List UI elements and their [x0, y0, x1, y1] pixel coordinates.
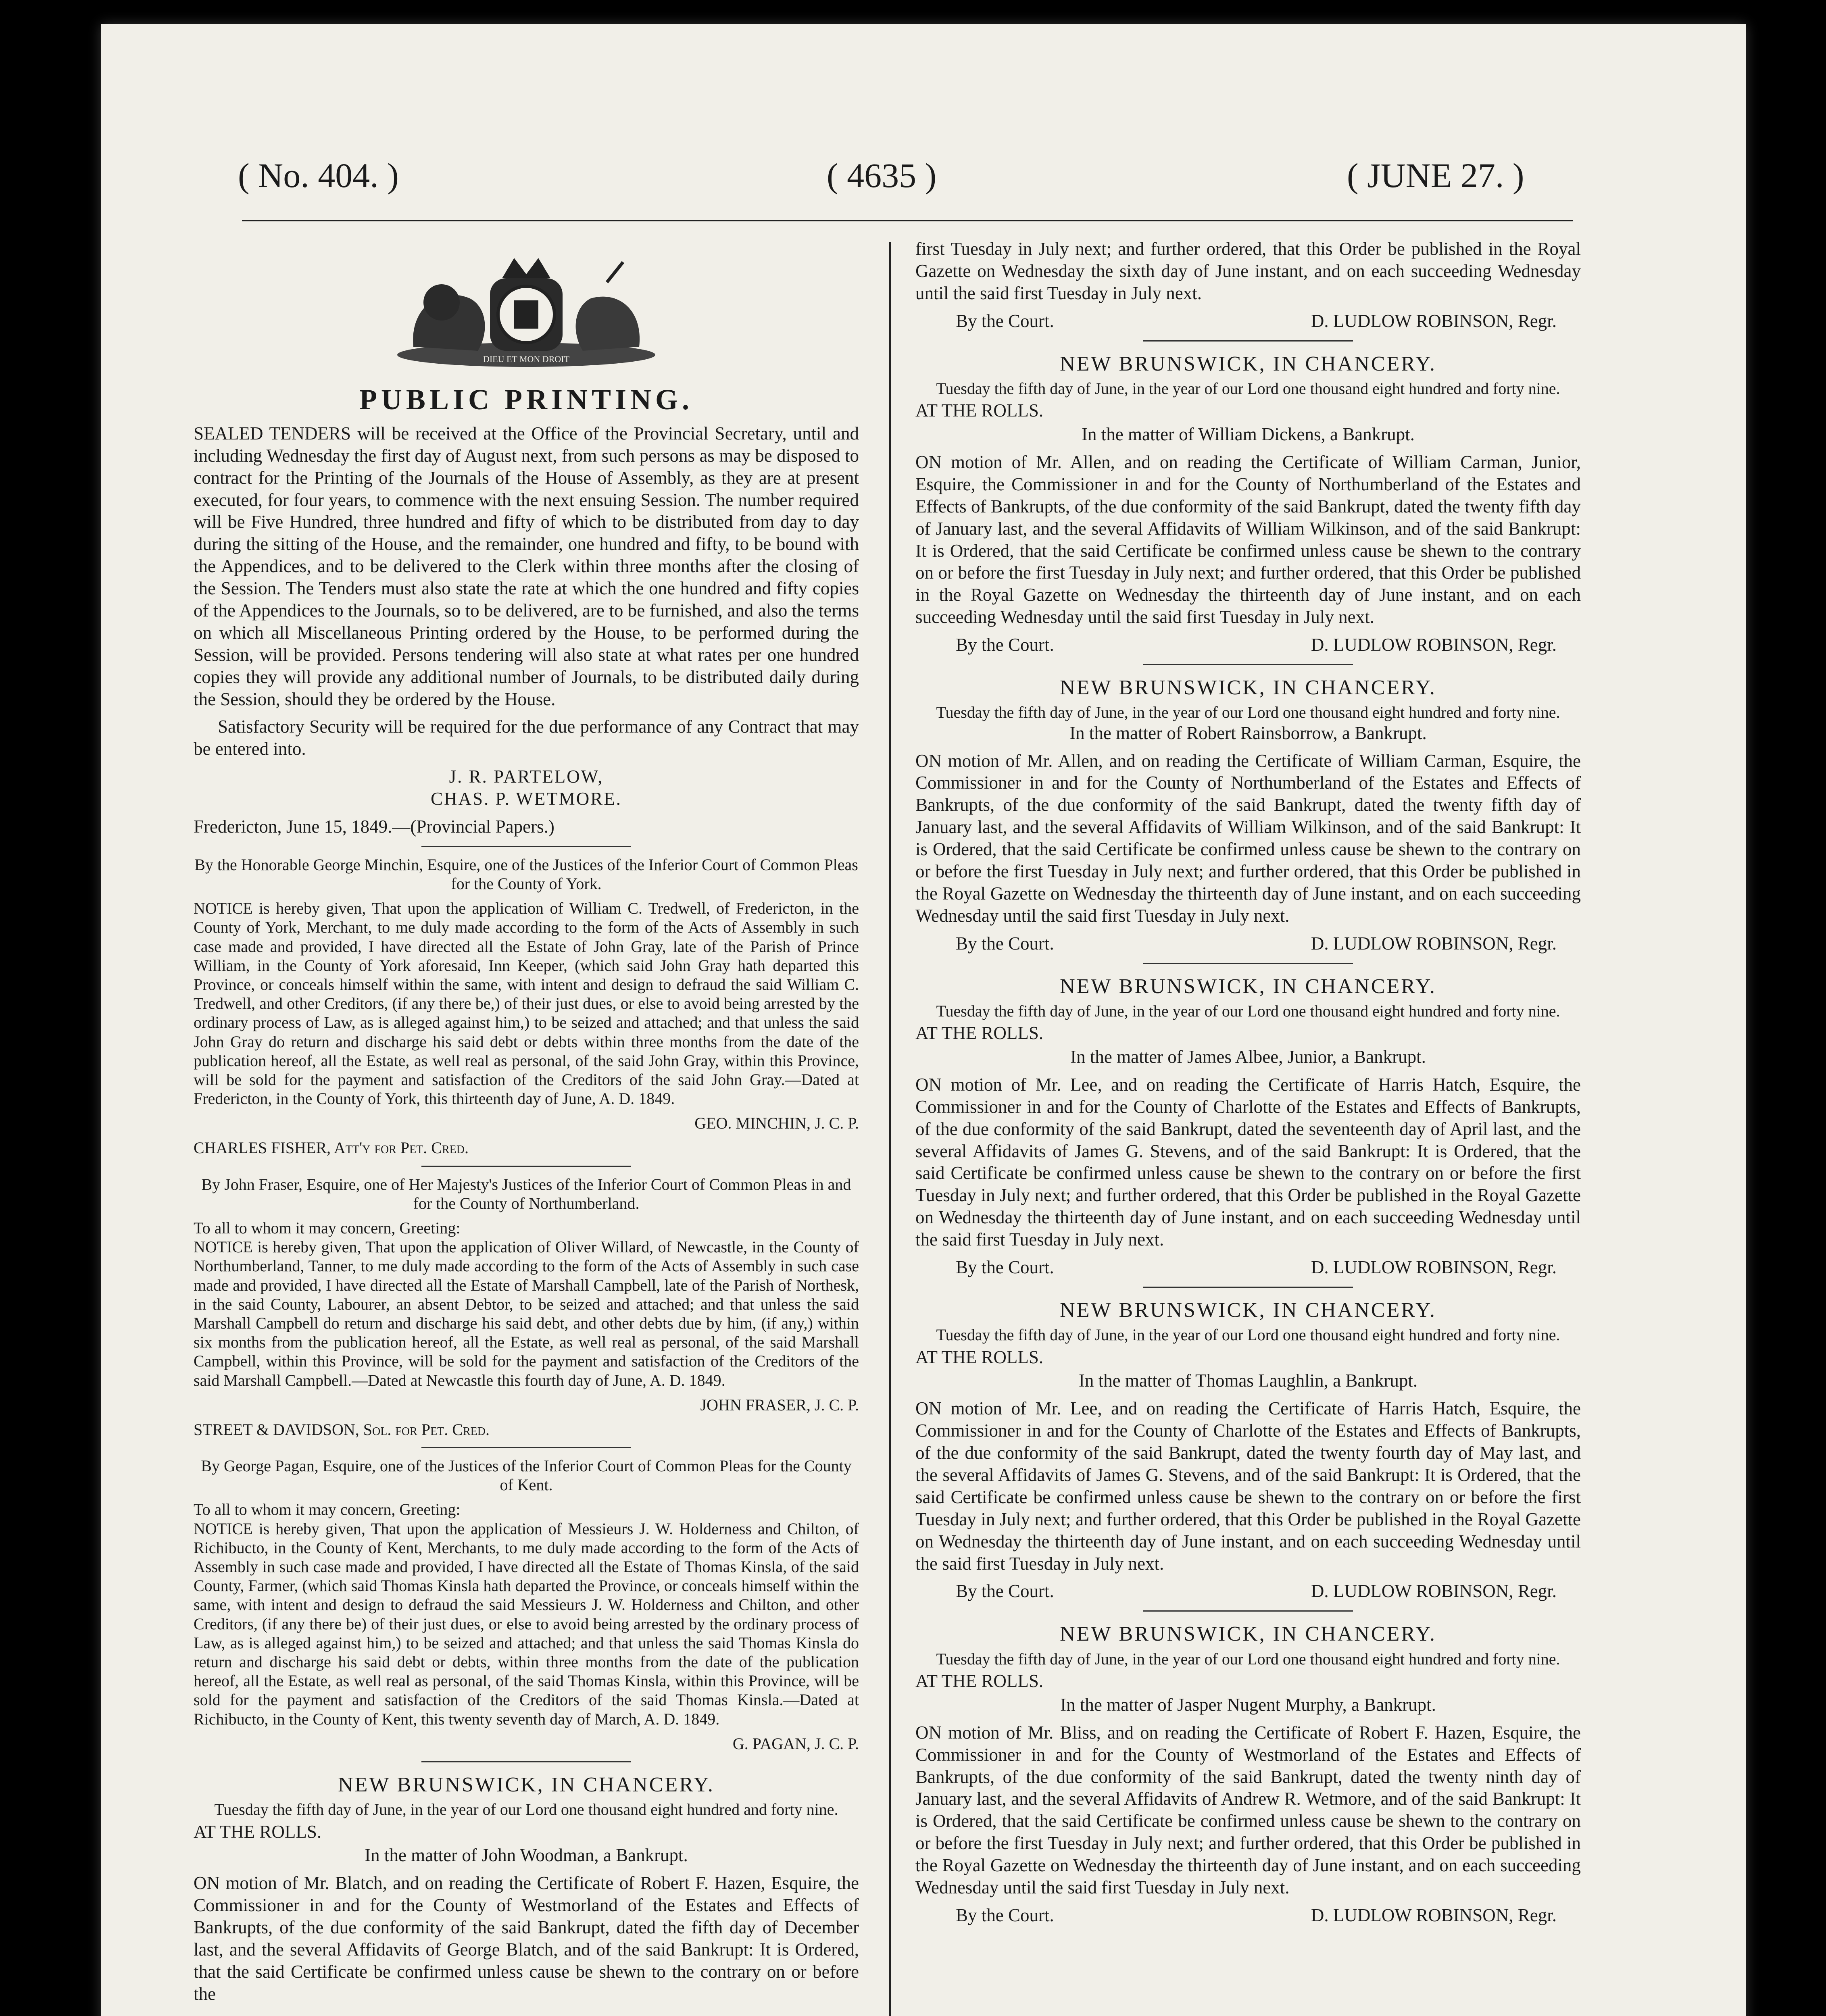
minchin-body: NOTICE is hereby given, That upon the application of William C. Tredwell, of Fredericton, in the County of York, Merchant, to me duly made according to the form of the Acts of Assembly in such case made and provided, I have directed all the Estate of John Gray, late of the Parish of Prince William, in the County of York aforesaid, Inn Keeper, (which said John Gray hath departed this Province, or conceals himself within the same, with intent and design to defraud the said William C. Tredwell, and other Creditors, (if any there be,) of their just dues, or else to avoid being arrested by the ordinary process of Law, as is alleged against him,) to be seized and attached; and that unless the said John Gray do return and discharge his said debt or debts within three months from the date of the publication hereof, all the Estate, as well real as personal, of the said John Gray, within this Province, will be sold for the payment and satisfaction of the Creditors of the said John Gray.—Dated at Fredericton, in the County of York, this thirteenth day of June, A. D. 1849. [194, 899, 859, 1108]
chancery-heading: NEW BRUNSWICK, IN CHANCERY. [1060, 1622, 1436, 1646]
fraser-attorney: STREET & DAVIDSON, Sol. for Pet. Cred. [194, 1420, 490, 1439]
pagan-body: NOTICE is hereby given, That upon the application of Messieurs J. W. Holderness and Chilton, of Richibucto, in the County of Kent, Merchants, to me duly made according to the form of the Acts of Assembly in such case made and provided, I have directed all the Estate of Thomas Kinsla, of the said County, Farmer, (which said Thomas Kinsla hath departed the Province, or conceals himself within the same, with intent and design to defraud the said Messieurs J. W. Holderness and Chilton, and other Creditors, (if any there be) of their just dues, or else to avoid being arrested by the ordinary process of Law, as is alleged against him,) to be seized and attached; and that unless the said Thomas Kinsla do return and discharge his said debt or debts, within three months from the date of the publication hereof, all the Estate, as well real as personal, of the said Thomas Kinsla, within this Province, will be sold for the payment and satisfaction of the Creditors of the said Thomas Kinsla.—Dated at Richibucto, in the County of Kent, this twenty seventh day of March, A. D. 1849. [194, 1519, 859, 1728]
column-divider [889, 242, 891, 2016]
albee-body: ON motion of Mr. Lee, and on reading the Certificate of Harris Hatch, Esquire, the Commissioner in and for the County of Charlotte of the Estates and Effects of Bankrupts, of the due conformity of the said Bankrupt, dated the seventeenth day of April last, and the several Affidavits of James G. Stevens, and of the said Bankrupt: It is Ordered, that the said Certificate be confirmed unless cause be shewn to the contrary on or before the first Tuesday in July next; and further ordered, that this Order be published in the Royal Gazette on Wednesday the thirteenth day of June instant, and on each succeeding Wednesday until the said first Tuesday in July next. [915, 1074, 1581, 1250]
rainsborrow-matter: In the matter of Robert Rainsborrow, a Bankrupt. [1069, 723, 1427, 743]
at-the-rolls: AT THE ROLLS. [915, 1347, 1044, 1367]
rainsborrow-body: ON motion of Mr. Allen, and on reading the Certificate of William Carman, Esquire, the Commissioner in and for the County of Northumberland of the Estates and Effects of Bankrupts, of the due conformity of the said Bankrupt, dated the twenty fifth day of January last, and the several Affidavits of William Wilkinson, and of the said Bankrupt: It is Ordered, that the said Certificate be confirmed unless cause be shewn to the contrary on or before the first Tuesday in July next; and further ordered, that this Order be published in the Royal Gazette on Wednesday the thirteenth day of June instant, and on each succeeding Wednesday until the said first Tuesday in July next. [915, 750, 1581, 926]
fraser-greeting: To all to whom it may concern, Greeting: [194, 1219, 461, 1237]
albee-matter: In the matter of James Albee, Junior, a Bankrupt. [1070, 1047, 1426, 1067]
chancery-date: Tuesday the fifth day of June, in the year of our Lord one thousand eight hundred and forty nine. [936, 703, 1560, 722]
by-the-court: By the Court. [956, 933, 1054, 954]
crest-motto: DIEU ET MON DROIT [483, 354, 570, 364]
at-the-rolls: AT THE ROLLS. [915, 1023, 1044, 1043]
by-the-court: By the Court. [956, 1581, 1054, 1602]
registrar: D. LUDLOW ROBINSON, Regr. [1311, 1905, 1557, 1925]
minchin-intro: By the Honorable George Minchin, Esquire, one of the Justices of the Inferior Court of Common Pleas for the County of York. [194, 855, 858, 893]
at-the-rolls: AT THE ROLLS. [915, 400, 1044, 421]
section-rule [421, 1761, 631, 1762]
woodman-matter: In the matter of John Woodman, a Bankrupt. [365, 1845, 688, 1866]
woodman-continued: first Tuesday in July next; and further ordered, that this Order be published in the Royal Gazette on Wednesday the sixth day of June instant, and on each succeeding Wednesday until the said first Tuesday in July next. [915, 239, 1581, 303]
registrar: D. LUDLOW ROBINSON, Regr. [1311, 310, 1557, 331]
signature-wetmore: CHAS. P. WETMORE. [431, 789, 622, 809]
chancery-date: Tuesday the fifth day of June, in the year of our Lord one thousand eight hundred and forty nine. [936, 1326, 1560, 1344]
laughlin-body: ON motion of Mr. Lee, and on reading the Certificate of Harris Hatch, Esquire, the Commissioner in and for the County of Charlotte of the Estates and Effects of Bankrupts, of the due conformity of the said Bankrupt, dated the twenty fourth day of May last, and the several Affidavits of James G. Stevens, and of the said Bankrupt: It is Ordered, that the said Certificate be confirmed unless cause be shewn to the contrary on or before the first Tuesday in July next; and further ordered, that this Order be published in the Royal Gazette on Wednesday the thirteenth day of June instant, and on each succeeding Wednesday until the said first Tuesday in July next. [915, 1398, 1581, 1574]
murphy-matter: In the matter of Jasper Nugent Murphy, a Bankrupt. [1060, 1694, 1436, 1715]
dickens-matter: In the matter of William Dickens, a Bankrupt. [1082, 424, 1415, 445]
page-number: ( 4635 ) [827, 156, 937, 195]
chancery-date: Tuesday the fifth day of June, in the year of our Lord one thousand eight hundred and forty nine. [936, 379, 1560, 398]
chancery-heading: NEW BRUNSWICK, IN CHANCERY. [338, 1773, 715, 1796]
registrar: D. LUDLOW ROBINSON, Regr. [1311, 1581, 1557, 1602]
woodman-body: ON motion of Mr. Blatch, and on reading the Certificate of Robert F. Hazen, Esquire, the Commissioner in and for the County of Westmorland of the Estates and Effects of Bankrupts, of the due conformity of the said Bankrupt, dated the fifth day of December last, and the several Affidavits of George Blatch, and of the said Bankrupt: It is Ordered, that the said Certificate be confirmed unless cause be shewn to the contrary on or before the [194, 1873, 859, 2004]
by-the-court: By the Court. [956, 1905, 1054, 1925]
fraser-signature: JOHN FRASER, J. C. P. [700, 1395, 859, 1414]
chancery-heading: NEW BRUNSWICK, IN CHANCERY. [1060, 1298, 1436, 1322]
chancery-date: Tuesday the fifth day of June, in the year of our Lord one thousand eight hundred and forty nine. [936, 1649, 1560, 1668]
section-rule [421, 846, 631, 847]
at-the-rolls: AT THE ROLLS. [194, 1821, 322, 1842]
issue-date: ( JUNE 27. ) [1347, 156, 1524, 195]
pagan-greeting: To all to whom it may concern, Greeting: [194, 1500, 461, 1519]
court-signature [915, 1580, 1581, 1602]
chancery-heading: NEW BRUNSWICK, IN CHANCERY. [1060, 975, 1436, 998]
chancery-date: Tuesday the fifth day of June, in the year of our Lord one thousand eight hundred and forty nine. [214, 1800, 838, 1819]
right-column [915, 238, 1581, 1926]
court-signature [915, 310, 1581, 332]
by-the-court: By the Court. [956, 1257, 1054, 1278]
registrar: D. LUDLOW ROBINSON, Regr. [1311, 933, 1557, 954]
court-signature [915, 634, 1581, 656]
section-rule [1143, 1287, 1353, 1288]
murphy-body: ON motion of Mr. Bliss, and on reading the Certificate of Robert F. Hazen, Esquire, the Commissioner in and for the County of Westmorland of the Estates and Effects of Bankrupts, of the due conformity of the said Bankrupt, dated the twenty ninth day of January last, and the several Affidavits of Andrew R. Wetmore, and of the said Bankrupt: It is Ordered, that the said Certificate be confirmed unless cause be shewn to the contrary on or before the first Tuesday in July next; and further ordered, that this Order be published in the Royal Gazette on Wednesday the thirteenth day of June instant, and on each succeeding Wednesday until the said first Tuesday in July next. [915, 1722, 1581, 1897]
pagan-intro: By George Pagan, Esquire, one of the Justices of the Inferior Court of Common Pleas for the County of Kent. [201, 1457, 852, 1494]
by-the-court: By the Court. [956, 635, 1054, 655]
public-printing-title: PUBLIC PRINTING. [359, 383, 694, 416]
section-rule [1143, 963, 1353, 964]
section-rule [1143, 664, 1353, 665]
registrar: D. LUDLOW ROBINSON, Regr. [1311, 635, 1557, 655]
dickens-body: ON motion of Mr. Allen, and on reading the Certificate of William Carman, Junior, Esquire, the Commissioner in and for the County of Northumberland of the Estates and Effects of Bankrupts, of the due conformity of the said Bankrupt, dated the twenty fifth day of January last, and the several Affidavits of William Wilkinson, and of the said Bankrupt: It is Ordered, that the said Certificate be confirmed unless cause be shewn to the contrary on or before the first Tuesday in July next; and further ordered, that this Order be published in the Royal Gazette on Wednesday the thirteenth day of June instant, and on each succeeding Wednesday until the said first Tuesday in July next. [915, 452, 1581, 627]
minchin-signature: GEO. MINCHIN, J. C. P. [694, 1114, 859, 1133]
public-printing-body: SEALED TENDERS will be received at the Office of the Provincial Secretary, until and including Wednesday the first day of August next, from such persons as may be disposed to contract for the Printing of the Journals of the House of Assembly, as they are at present executed, for four years, to commence with the next ensuing Session. The number required will be Five Hundred, three hundred and fifty of which to be distributed from day to day during the sitting of the House, and the remainder, one hundred and fifty, to be bound with the Appendices, and to be delivered to the Clerk within three months after the closing of the Session. The Tenders must also state the rate at which the one hundred and fifty copies of the Appendices to the Journals, so to be delivered, are to be furnished, and also the terms on which all Miscellaneous Printing ordered by the House, to be performed during the Session, will be provided. Persons tendering will also state at what rates per one hundred copies they will provide any additional number of Journals, to be distributed daily during the Session, should they be ordered by the House. [194, 423, 859, 709]
section-rule [1143, 340, 1353, 342]
by-the-court: By the Court. [956, 310, 1054, 331]
signature-partelow: J. R. PARTELOW, [449, 766, 604, 787]
fraser-intro: By John Fraser, Esquire, one of Her Majesty's Justices of the Inferior Court of Common Pleas in and for the County of Northumberland. [201, 1175, 851, 1212]
laughlin-matter: In the matter of Thomas Laughlin, a Bankrupt. [1078, 1370, 1418, 1391]
court-signature [915, 933, 1581, 955]
chancery-heading: NEW BRUNSWICK, IN CHANCERY. [1060, 676, 1436, 699]
chancery-heading: NEW BRUNSWICK, IN CHANCERY. [1060, 352, 1436, 375]
pagan-signature: G. PAGAN, J. C. P. [732, 1734, 859, 1753]
minchin-attorney: CHARLES FISHER, Att'y for Pet. Cred. [194, 1139, 469, 1157]
header-rule [242, 220, 1573, 221]
left-column [194, 254, 859, 2011]
court-signature [915, 1904, 1581, 1926]
issue-number: ( No. 404. ) [238, 156, 399, 195]
fraser-body: NOTICE is hereby given, That upon the application of Oliver Willard, of Newcastle, in the County of Northumberland, Tanner, to me duly made according to the form of the Acts of Assembly in such case made and provided, I have directed all the Estate of Marshall Campbell, late of the Parish of Northesk, in the said County, Labourer, an absent Debtor, to be seized and attached; and that unless the said Marshall Campbell do return and discharge his said debt, and other debts due by him, (if any,) within six months from the publication hereof, all the Estate, as well real as personal, of the said Marshall Campbell, within this Province, will be sold for the payment and satisfaction of the Creditors of the said Marshall Campbell.—Dated at Newcastle this fourth day of June, A. D. 1849. [194, 1238, 859, 1389]
section-rule [421, 1166, 631, 1167]
public-printing-security: Satisfactory Security will be required for the due performance of any Contract that may be entered into. [194, 716, 859, 759]
court-signature [915, 1256, 1581, 1279]
section-rule [421, 1447, 631, 1448]
royal-coat-of-arms-icon [381, 254, 671, 375]
page-header [137, 155, 1573, 216]
registrar: D. LUDLOW ROBINSON, Regr. [1311, 1257, 1557, 1278]
at-the-rolls: AT THE ROLLS. [915, 1670, 1044, 1691]
public-printing-dateline: Fredericton, June 15, 1849.—(Provincial Papers.) [194, 816, 554, 837]
section-rule [1143, 1610, 1353, 1612]
chancery-date: Tuesday the fifth day of June, in the year of our Lord one thousand eight hundred and forty nine. [936, 1002, 1560, 1020]
